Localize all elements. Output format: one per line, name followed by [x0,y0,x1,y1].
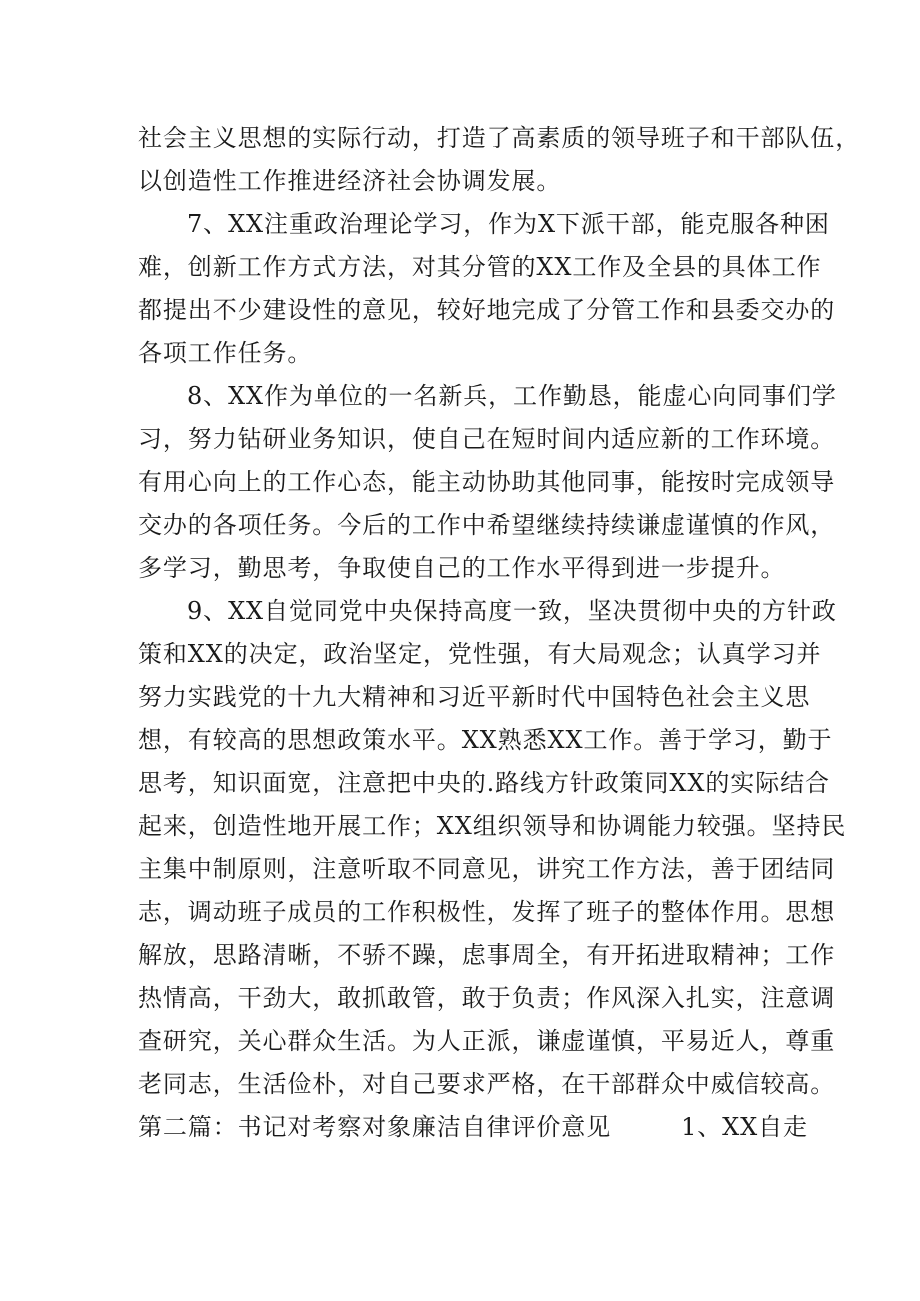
text-line: 策和XX的决定，政治坚定，党性强，有大局观念；认真学习并 [138,640,822,668]
text-line: 努力实践党的十九大精神和习近平新时代中国特色社会主义思 [138,683,811,711]
text-line: 志，调动班子成员的工作积极性，发挥了班子的整体作用。思想 [138,898,836,926]
text-line: 有用心向上的工作心态，能主动协助其他同事，能按时完成领导 [138,468,836,496]
text-line: 各项工作任务。 [138,339,313,367]
paragraph-start-7: 7、XX注重政治理论学习，作为X下派干部，能克服各种困 [187,210,830,238]
text-line: 交办的各项任务。今后的工作中希望继续持续谦虚谨慎的作风， [138,511,836,539]
section-heading-line [138,1112,808,1142]
text-line: 都提出不少建设性的意见，较好地完成了分管工作和县委交办的 [138,296,836,324]
text-line: 以创造性工作推进经济社会协调发展。 [138,167,562,195]
paragraph-start-8: 8、XX作为单位的一名新兵，工作勤恳，能虚心向同事们学 [187,382,837,410]
text-line: 想，有较高的思想政策水平。XX熟悉XX工作。善于学习，勤于 [138,726,833,754]
text-line: 习，努力钻研业务知识，使自己在短时间内适应新的工作环境。 [138,425,836,453]
text-line: 社会主义思想的实际行动，打造了高素质的领导班子和干部队伍， [138,124,861,152]
text-line: 多学习，勤思考，争取使自己的工作水平得到进一步提升。 [138,554,786,582]
text-line: 主集中制原则，注意听取不同意见，讲究工作方法，善于团结同 [138,855,836,883]
text-line: 热情高，干劲大，敢抓敢管，敢于负责；作风深入扎实，注意调 [138,984,836,1012]
text-line: 老同志，生活俭朴，对自己要求严格，在干部群众中威信较高。 [138,1070,836,1098]
text-line: 难，创新工作方式方法，对其分管的XX工作及全县的具体工作 [138,253,822,281]
text-line: 解放，思路清晰，不骄不躁，虑事周全，有开拓进取精神；工作 [138,941,836,969]
paragraph-start-9: 9、XX自觉同党中央保持高度一致，坚决贯彻中央的方针政 [187,597,837,625]
text-line: 起来，创造性地开展工作；XX组织领导和协调能力较强。坚持民 [138,812,847,840]
text-line: 查研究，关心群众生活。为人正派，谦虚谨慎，平易近人，尊重 [138,1027,836,1055]
section-heading-tail: 1、XX自走 [681,1113,808,1141]
text-line: 思考，知识面宽，注意把中央的.路线方针政策同XX的实际结合 [138,769,830,797]
section-heading: 第二篇：书记对考察对象廉洁自律评价意见 [138,1113,612,1141]
